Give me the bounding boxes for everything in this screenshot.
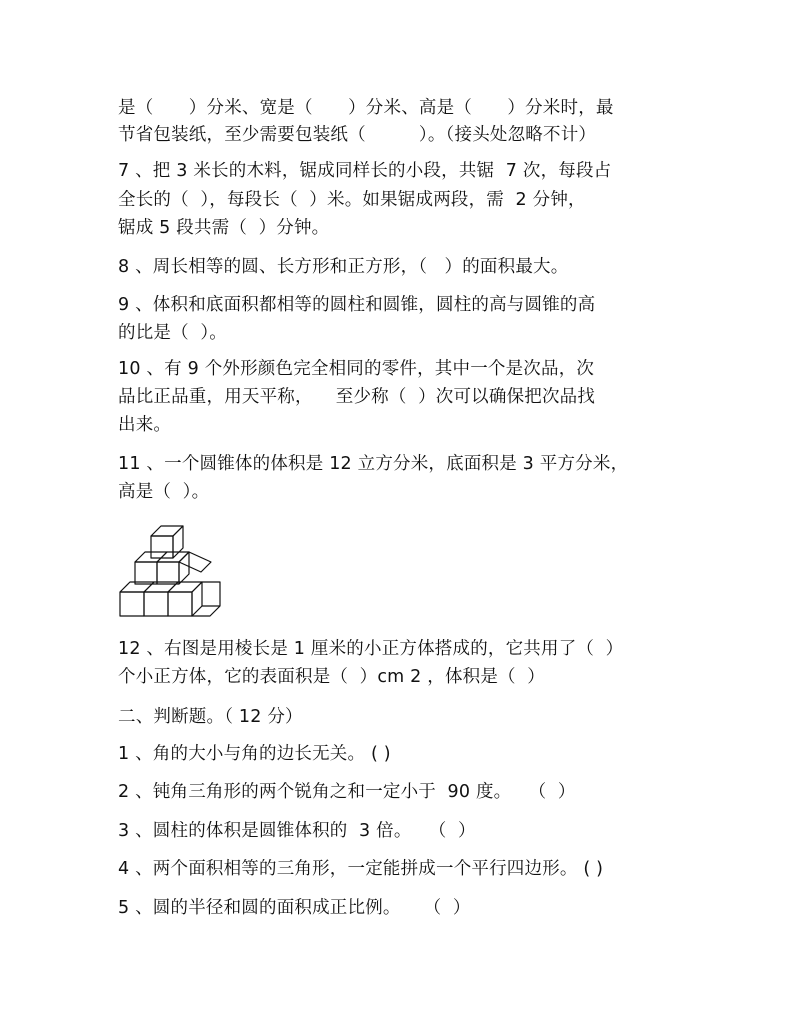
judgement-5: 5 、圆的半径和圆的面积成正比例。 （ ）	[118, 898, 471, 918]
question-10-line-1: 10 、有 9 个外形颜色完全相同的零件，其中一个是次品，次	[118, 359, 595, 379]
question-6-line-2: 节省包装纸，至少需要包装纸（ ）。（接头处忽略不计）	[118, 125, 597, 145]
question-9-line-2: 的比是（ ）。	[118, 323, 227, 343]
judgement-2: 2 、钝角三角形的两个锐角之和一定小于 90 度。 （ ）	[118, 782, 576, 802]
question-11-line-2: 高是（ ）。	[118, 482, 210, 502]
question-10-line-2: 品比正品重，用天平称， 至少称（ ）次可以确保把次品找	[118, 387, 596, 407]
question-7-line-2: 全长的（ ），每段长（ ）米。如果锯成两段，需 2 分钟，	[118, 190, 586, 210]
question-7-line-1: 7 、把 3 米长的木料，锯成同样长的小段，共锯 7 次，每段占	[118, 161, 612, 181]
cube-middle-back	[179, 552, 211, 572]
question-6-line-1: 是（ ）分米、宽是（ ）分米、高是（ ）分米时，最	[118, 98, 614, 118]
section-2-title: 二、判断题。（ 12 分）	[118, 707, 303, 727]
question-8-line-1: 8 、周长相等的圆、长方形和正方形，（ ）的面积最大。	[118, 257, 569, 277]
cube-bottom-back-right	[192, 582, 220, 616]
question-12-line-2: 个小正方体，它的表面积是（ ）cm 2 ，体积是（ ）	[118, 667, 545, 687]
cube-top	[151, 526, 183, 558]
question-11-line-1: 11 、一个圆锥体的体积是 12 立方分米，底面积是 3 平方分米，	[118, 454, 629, 474]
judgement-3: 3 、圆柱的体积是圆锥体积的 3 倍。 （ ）	[118, 821, 476, 841]
question-12-line-1: 12 、右图是用棱长是 1 厘米的小正方体搭成的，它共用了（ ）	[118, 639, 624, 659]
question-10-line-3: 出来。	[118, 415, 172, 435]
cube-stack-figure	[114, 520, 226, 620]
judgement-4: 4 、两个面积相等的三角形，一定能拼成一个平行四边形。 ( )	[118, 859, 604, 879]
judgement-1: 1 、角的大小与角的边长无关。 ( )	[118, 744, 391, 764]
question-9-line-1: 9 、体积和底面积都相等的圆柱和圆锥，圆柱的高与圆锥的高	[118, 295, 596, 315]
question-7-line-3: 锯成 5 段共需（ ）分钟。	[118, 218, 330, 238]
